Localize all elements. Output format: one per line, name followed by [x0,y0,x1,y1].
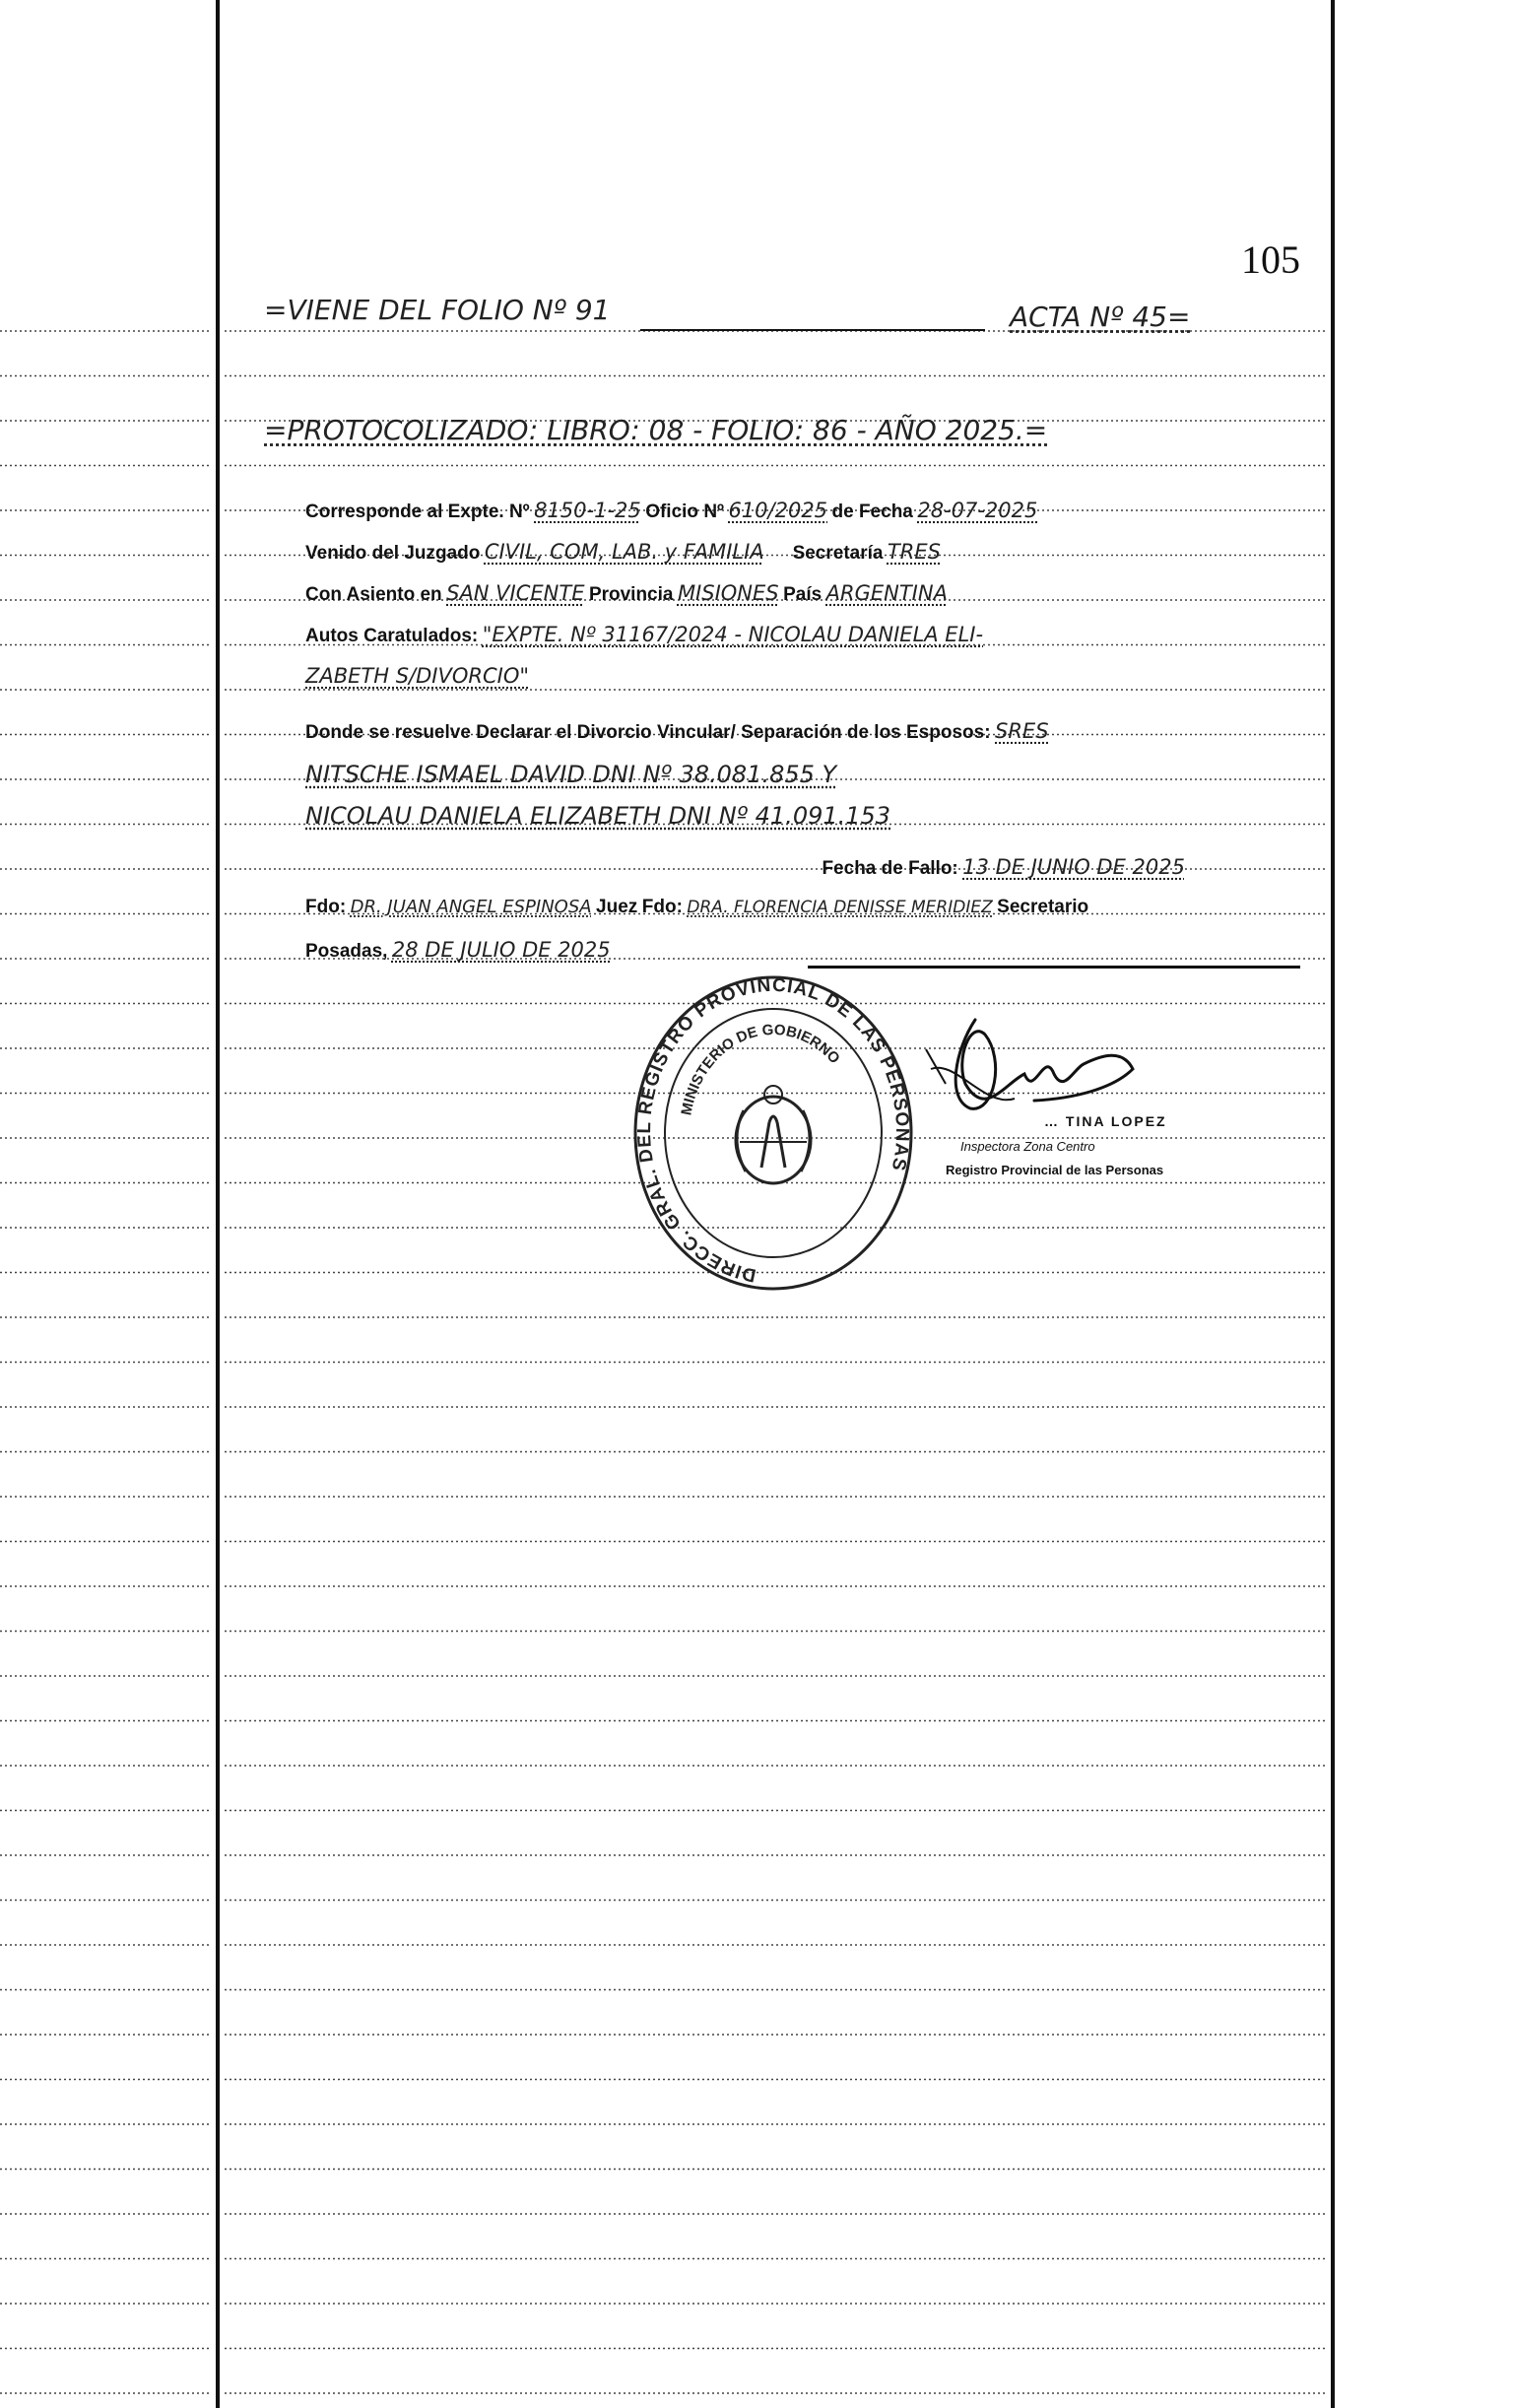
value-sres: SRES [995,719,1049,743]
stamp-inner-text: MINISTERIO DE GOBIERNO [678,1021,843,1117]
value-pais: ARGENTINA [825,581,948,605]
value-juez: DR. JUAN ANGEL ESPINOSA [350,897,592,917]
value-juzgado: CIVIL, COM, LAB. y FAMILIA [484,540,764,564]
label-juez: Juez [596,897,638,917]
value-provincia: MISIONES [677,581,779,605]
posadas-rule [808,966,1300,969]
form-line-resuelve [305,719,1049,744]
left-margin-rule [216,0,220,2408]
value-esposo: NITSCHE ISMAEL DAVID DNI Nº 38.081.855 Y [305,761,837,788]
official-stamp [630,970,916,1296]
label-oficio: Oficio Nº [645,502,724,522]
signature-name: … TINA LOPEZ [1044,1113,1167,1129]
header-rule [640,329,985,331]
label-autos: Autos Caratulados: [305,626,479,646]
stamp-outer-text: DIRECC. GRAL. DEL REGISTRO PROVINCIAL DE LAS PERSONAS [633,974,913,1286]
viene-del-folio: =VIENE DEL FOLIO Nº 91 [264,294,611,326]
form-line-expte [305,499,1037,523]
label-secretaria: Secretaría [792,543,884,564]
value-posadas: 28 DE JULIO DE 2025 [391,938,611,962]
handwritten-signature [916,990,1172,1187]
signature-title: Inspectora Zona Centro [960,1139,1095,1154]
coat-of-arms-icon [736,1086,811,1183]
value-autos-cont: ZABETH S/DIVORCIO" [305,664,530,688]
label-fdo-secretario: Fdo: [641,897,683,917]
form-line-autos [305,623,983,647]
form-line-fallo [305,855,1185,880]
value-autos: "EXPTE. Nº 31167/2024 - NICOLAU DANIELA ELI- [482,623,984,646]
value-esposa: NICOLAU DANIELA ELIZABETH DNI Nº 41.091.153 [305,802,891,830]
label-resuelve: Donde se resuelve Declarar el Divorcio Vincular/ Separación de los Esposos: [305,722,991,743]
label-fdo-juez: Fdo: [305,897,347,917]
form-line-esposa [305,802,890,830]
label-fecha-fallo: Fecha de Fallo: [822,858,958,879]
right-margin-rule [1331,0,1335,2408]
value-secretario: DRA. FLORENCIA DENISSE MERIDIEZ [687,898,993,917]
acta-number: ACTA Nº 45= [1010,301,1191,333]
svg-text:MINISTERIO DE GOBIERNO [678,1022,843,1117]
label-pais: País [783,584,823,605]
value-asiento: SAN VICENTE [446,581,585,605]
form-line-firmas [305,897,1088,918]
form-line-juzgado [305,540,941,565]
value-expte: 8150-1-25 [534,499,641,522]
label-juzgado: Venido del Juzgado [305,543,481,564]
protocolizado-line: =PROTOCOLIZADO: LIBRO: 08 - FOLIO: 86 - AÑO 2025.= [264,414,1048,446]
form-line-autos-cont [305,664,529,688]
label-secretario: Secretario [997,897,1089,917]
value-secretaria: TRES [887,540,941,564]
value-oficio: 610/2025 [728,499,828,522]
label-provincia: Provincia [588,584,674,605]
label-expte: Corresponde al Expte. Nº [305,502,530,522]
form-line-posadas [305,938,611,963]
form-line-asiento [305,581,948,606]
label-fecha: de Fecha [831,502,913,522]
label-asiento: Con Asiento en [305,584,442,605]
svg-text:DIRECC. GRAL. DEL REGISTRO PRO [634,975,912,1286]
folio-number: 105 [1241,237,1300,282]
value-fecha-fallo: 13 DE JUNIO DE 2025 [962,855,1185,879]
value-fecha: 28-07-2025 [917,499,1038,522]
form-line-esposo [305,761,836,788]
signature-office: Registro Provincial de las Personas [946,1163,1164,1177]
label-posadas: Posadas, [305,941,388,962]
